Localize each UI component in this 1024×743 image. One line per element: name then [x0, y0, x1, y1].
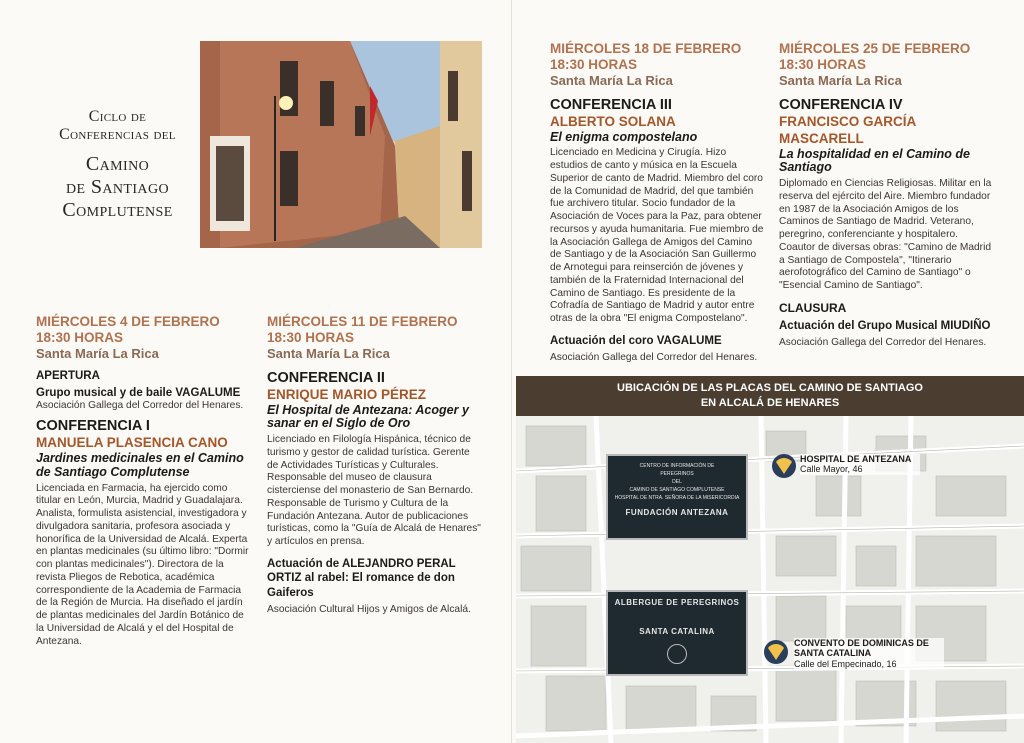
conference-heading: CONFERENCIA IV [779, 96, 903, 113]
speaker-name: ALBERTO SOLANA [550, 113, 676, 129]
speaker-bio: Licenciado en Medicina y Cirugía. Hizo estudios de canto y música en la Escuela Superior de canto de Madrid. Miembro del coro de la Comunidad de Madrid, del que también fue archivero titular. Socio fundador de la Asociación de Voces para la Paz, para obtener recursos y ayuda humanitaria. Fue miembro de la Asociación Gallega de Amigos del Camino de Santiago y de la Asociación San Guillermo de Arnotegui para reinserción de jóvenes y también de la Fraternidad Internacional del Camino de Santiago. Es presidente de la Cofradía de Santiago de Madrid y autor entre otras de la obra "El enigma Compostelano". [550, 147, 764, 325]
cycle-title [40, 108, 195, 222]
speaker-name: MANUELA PLASENCIA CANO [36, 435, 228, 451]
cycle-line4: de Santiago [66, 175, 169, 198]
map-header [516, 376, 1024, 416]
session-3 [550, 41, 764, 365]
performance-heading: Actuación del coro VAGALUME [550, 334, 722, 347]
cycle-line1: Ciclo de [88, 108, 147, 125]
plaque-title: ALBERGUE DE PEREGRINOS [614, 598, 740, 607]
speaker-name: FRANCISCO GARCÍA MASCARELL [779, 113, 916, 146]
session-2 [267, 314, 481, 617]
session-date: MIÉRCOLES 25 DE FEBRERO [779, 41, 971, 56]
street-map [516, 416, 1024, 743]
cycle-line2: Conferencias del [59, 126, 176, 144]
conference-title: El enigma compostelano [550, 129, 698, 144]
street-photo [200, 41, 482, 248]
map-streets [516, 416, 1024, 743]
plaque-text: CENTRO DE INFORMACIÓN DE [639, 463, 715, 469]
speaker-name: ENRIQUE MARIO PÉREZ [267, 386, 427, 402]
location-address: Calle Mayor, 46 [800, 464, 863, 475]
cycle-line5: Complutense [62, 198, 173, 221]
session-date: MIÉRCOLES 18 DE FEBRERO [550, 41, 742, 56]
speaker-bio: Licenciada en Farmacia, ha ejercido como titular en León, Murcia, Madrid y Guadalajara. Analista, formulista asistencial, investigadora y divulgadora sanitaria, profesora asociada y honorífica de la Universidad de Alcalá. Experta en plantas medicinales (su último libro: "Dormir con plantas medicinales"). Directora de la revista Pliegos de Rebotica, académica correspondiente de la Academia de Farmacia de la Región de Murcia. Ha diseñado el jardín de plantas medicinales del Jardín Botánico de la Universidad de Alcalá y el del Hospital de Antezana. [36, 482, 249, 647]
performance-heading: Actuación del Grupo Musical MIUDIÑO [779, 319, 991, 332]
apertura-group: Grupo musical y de baile VAGALUME [36, 387, 241, 399]
conference-heading: CONFERENCIA III [550, 96, 672, 113]
plaque-santa-catalina [606, 590, 748, 676]
speaker-bio: Licenciado en Filología Hispánica, técnico de turismo y gestor de calidad turística. Gerente de Actividades Turísticas y Culturales. Responsable del museo de clausura cisterciense del monasterio de San Bernardo. Responsable de Turismo y Cultura de la Fundación Antezana. Autor de publicaciones turísticas, como la "Guía de Alcalá de Henares" y artículos en prensa. [267, 434, 481, 548]
speaker-bio: Diplomado en Ciencias Religiosas. Militar en la reserva del ejército del Aire. Miembro fundador en 1987 de la Asociación Amigos de los Caminos de Santiago de Madrid. Veterano, peregrino, conferenciante y hospitalero. Coautor de diversas obras: "Camino de Madrid a Santiago de Compostela", "Itinerario aerofotográfico del Camino de Santiago" o "Esencial Camino de Santiago". [779, 178, 992, 291]
session-time: 18:30 HORAS [267, 330, 355, 346]
session-time: 18:30 HORAS [36, 330, 124, 346]
location-antezana [800, 454, 920, 475]
session-place: Santa María La Rica [779, 73, 902, 89]
plaque-title: FUNDACIÓN ANTEZANA [625, 508, 729, 517]
scallop-shell-icon [772, 454, 796, 478]
coat-of-arms-icon [667, 644, 687, 664]
conference-heading: CONFERENCIA II [267, 369, 385, 386]
conference-title: Jardines medicinales en el Camino de Santiago Complutense [36, 451, 244, 479]
session-place: Santa María La Rica [267, 346, 390, 362]
performance-heading: Actuación de ALEJANDRO PERAL ORTIZ al rabel: El romance de don Gaiferos [267, 557, 456, 599]
plaque-text: DEL [672, 479, 682, 485]
apertura-desc: Asociación Gallega del Corredor del Henares. [36, 400, 244, 412]
performance-desc: Asociación Gallega del Corredor del Henares. [550, 352, 758, 364]
map-header-line1: UBICACIÓN DE LAS PLACAS DEL CAMINO DE SANTIAGO [617, 382, 923, 394]
conference-heading: CONFERENCIA I [36, 418, 150, 435]
plaque-text: CAMINO DE SANTIAGO COMPLUTENSE [629, 487, 725, 493]
session-place: Santa María La Rica [36, 346, 159, 362]
session-4 [779, 41, 993, 350]
session-time: 18:30 HORAS [550, 57, 638, 73]
session-date: MIÉRCOLES 4 DE FEBRERO [36, 314, 220, 329]
conference-title: El Hospital de Antezana: Acoger y sanar en el Siglo de Oro [267, 402, 469, 431]
session-date: MIÉRCOLES 11 DE FEBRERO [267, 314, 458, 329]
plaque-text: PEREGRINOS [660, 471, 694, 477]
location-name: CONVENTO DE DOMINICAS DE SANTA CATALINA [794, 638, 929, 659]
session-1 [36, 314, 254, 648]
cycle-line3: Camino [85, 152, 150, 175]
plaque-subtitle: SANTA CATALINA [639, 627, 715, 636]
session-place: Santa María La Rica [550, 73, 673, 89]
apertura-heading: APERTURA [36, 369, 100, 382]
scallop-shell-icon [764, 640, 788, 664]
location-address: Calle del Empecinado, 16 [794, 658, 897, 669]
session-time: 18:30 HORAS [779, 57, 867, 73]
location-name: HOSPITAL DE ANTEZANA [800, 454, 912, 464]
plaque-antezana [606, 454, 748, 540]
map-header-line2: EN ALCALÁ DE HENARES [700, 397, 840, 409]
performance-desc: Asociación Cultural Hijos y Amigos de Alcalá. [267, 604, 471, 615]
clausura-heading: CLAUSURA [779, 300, 847, 315]
conference-title: La hospitalidad en el Camino de Santiago [779, 146, 971, 175]
performance-desc: Asociación Gallega del Corredor del Henares. [779, 337, 987, 349]
plaque-text: HOSPITAL DE NTRA. SEÑORA DE LA MISERICORDIA [614, 495, 740, 501]
location-santa-catalina [794, 638, 944, 669]
